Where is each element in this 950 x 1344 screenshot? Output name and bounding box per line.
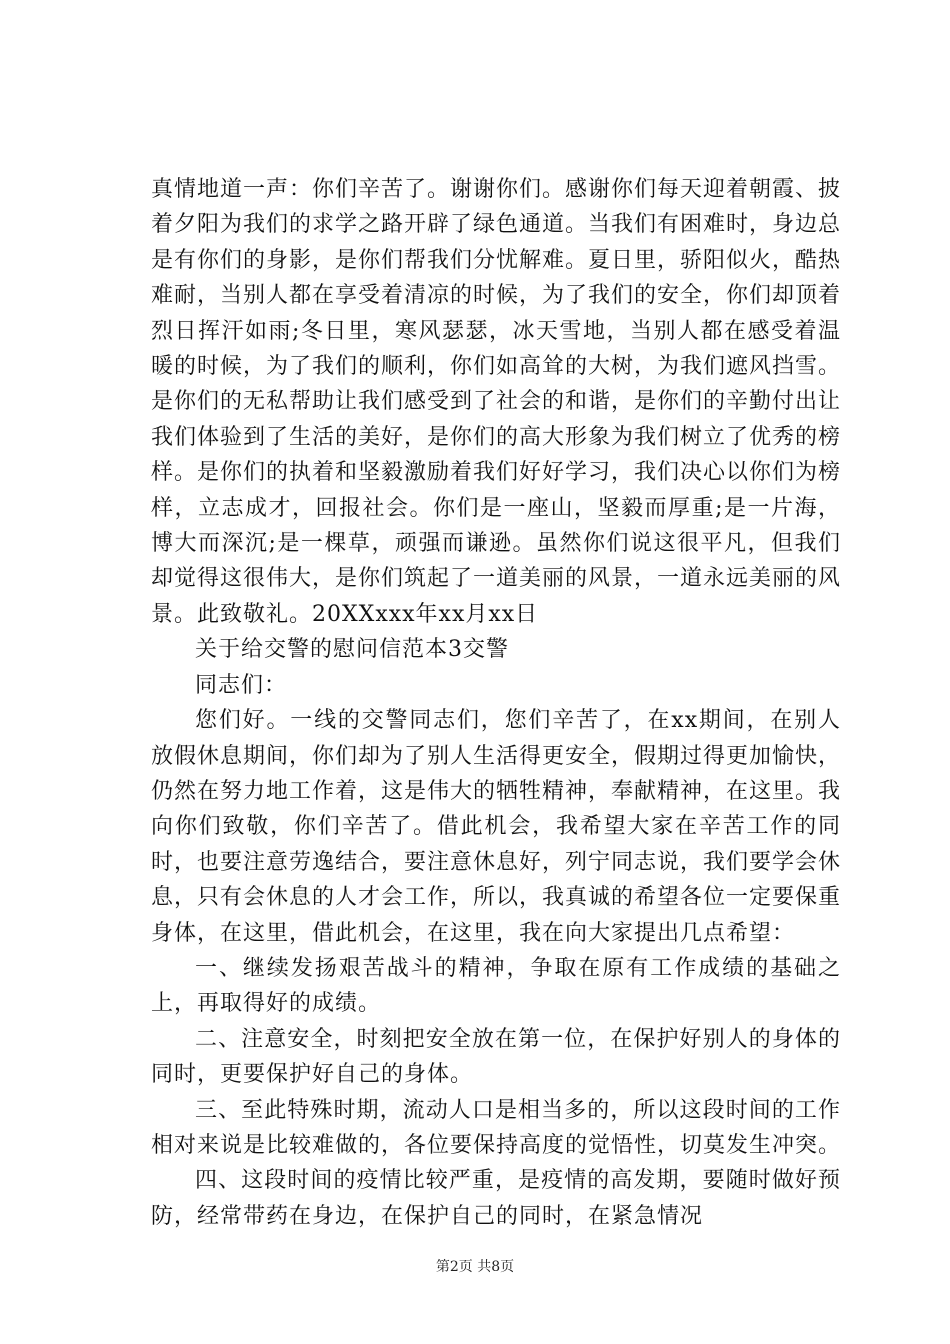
paragraph-point-three: 三、至此特殊时期，流动人口是相当多的，所以这段时间的工作相对来说是比较难做的，各位要保持高度的觉悟性，切莫发生冲突。 xyxy=(151,1097,842,1158)
paragraph-greeting: 您们好。一线的交警同志们，您们辛苦了，在xx期间，在别人放假休息期间，你们却为了别人生活得更安全，假期过得更加愉快，仍然在努力地工作着，这是伟大的牺牲精神，奉献精神，在这里。我向你们致敬，你们辛苦了。借此机会，我希望大家在辛苦工作的同时，也要注意劳逸结合，要注意休息好，列宁同志说，我们要学会休息，只有会休息的人才会工作，所以，我真诚的希望各位一定要保重身体，在这里，借此机会，在这里，我在向大家提出几点希望： xyxy=(151,708,842,946)
paragraph-point-two: 二、注意安全，时刻把安全放在第一位，在保护好别人的身体的同时，更要保护好自己的身体。 xyxy=(151,1026,841,1088)
paragraph-point-four: 四、这段时间的疫情比较严重，是疫情的高发期，要随时做好预防，经常带药在身边，在保护自己的同时，在紧急情况 xyxy=(151,1168,841,1229)
paragraph-point-one: 一、继续发扬艰苦战斗的精神，争取在原有工作成绩的基础之上，再取得好的成绩。 xyxy=(151,955,841,1017)
paragraph-sample-title: 关于给交警的慰问信范本3交警 xyxy=(195,637,509,663)
document-body xyxy=(151,172,841,1234)
paragraph-salutation: 同志们： xyxy=(195,672,288,698)
paragraph-letter-body: 真情地道一声：你们辛苦了。谢谢你们。感谢你们每天迎着朝霞、披着夕阳为我们的求学之路开辟了绿色通道。当我们有困难时，身边总是有你们的身影，是你们帮我们分忧解难。夏日里，骄阳似火，酷热难耐，当别人都在享受着清凉的时候，为了我们的安全，你们却顶着烈日挥汗如雨;冬日里，寒风瑟瑟，冰天雪地，当别人都在感受着温暖的时候，为了我们的顺利，你们如高耸的大树，为我们遮风挡雪。是你们的无私帮助让我们感受到了社会的和谐，是你们的辛勤付出让我们体验到了生活的美好，是你们的高大形象为我们树立了优秀的榜样。是你们的执着和坚毅激励着我们好好学习，我们决心以你们为榜样，立志成才，回报社会。你们是一座山，坚毅而厚重;是一片海，博大而深沉;是一棵草，顽强而谦逊。虽然你们说这很平凡，但我们却觉得这很伟大，是你们筑起了一道美丽的风景，一道永远美丽的风景。此致敬礼。20XXxxx年xx月xx日 xyxy=(151,177,842,627)
page-footer: 第2页 共8页 xyxy=(435,1259,515,1275)
